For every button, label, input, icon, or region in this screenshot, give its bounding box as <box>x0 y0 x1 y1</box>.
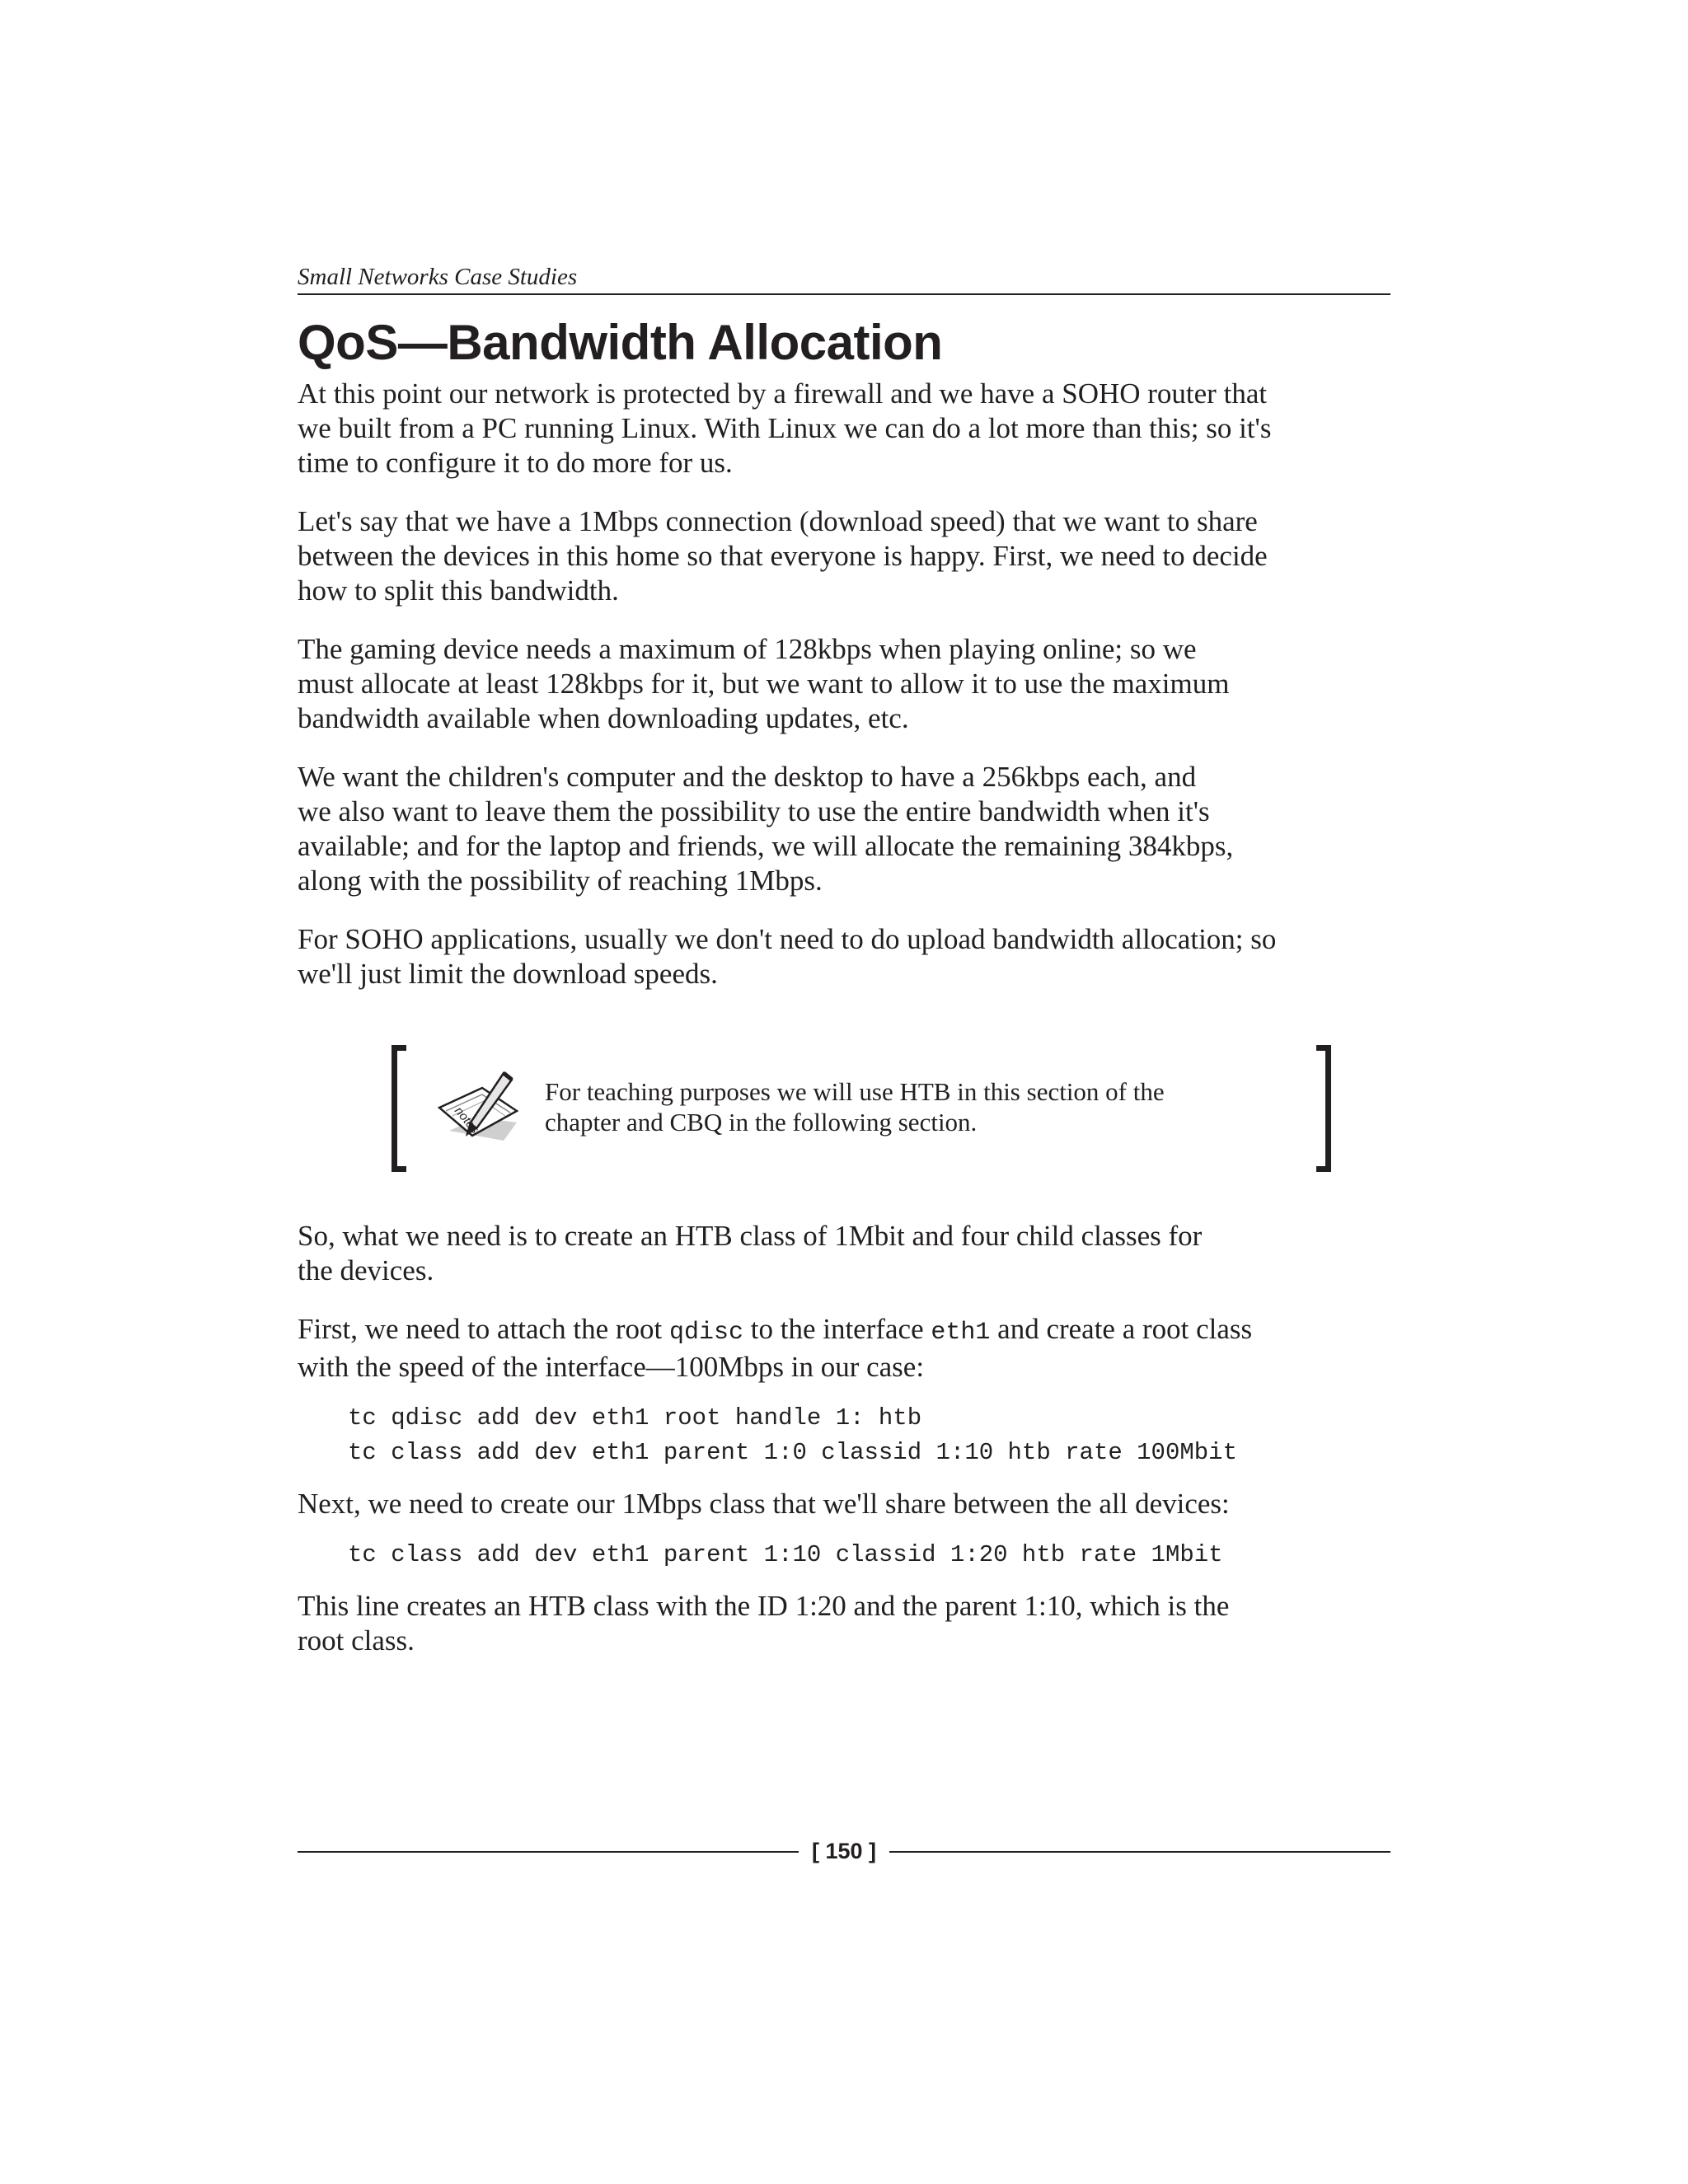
running-head: Small Networks Case Studies <box>298 264 578 290</box>
paragraph-3: The gaming device needs a maximum of 128kbps when playing online; so we must allocate at least 128kbps for it, but we want to allow it to use the maximum bandwidth available when downloading updates, etc. <box>298 633 1230 734</box>
paragraph-7: First, we need to attach the root qdisc to the interface eth1 and create a root class with the speed of the interface—100Mbps in our case: <box>298 1313 1253 1383</box>
svg-text:notes: notes <box>451 1104 482 1137</box>
body-text-bottom <box>298 1219 1402 1658</box>
paragraph-6: So, what we need is to create an HTB class of 1Mbit and four child classes for the devices. <box>298 1220 1203 1286</box>
inline-code-qdisc: qdisc <box>668 1319 743 1347</box>
code-block-2: tc class add dev eth1 parent 1:10 classid 1:20 htb rate 1Mbit <box>348 1541 1223 1568</box>
page-number: [ 150 ] <box>811 1839 877 1863</box>
paragraph-4: We want the children's computer and the desktop to have a 256kbps each, and we also want to leave them the possibility to use the entire bandwidth when it's available; and for the laptop and friends, we will allocate the remaining 384kbps, along with the possibility of reaching 1Mbps. <box>298 761 1234 897</box>
body-text-top <box>298 377 1402 991</box>
paragraph-1: At this point our network is protected by a firewall and we have a SOHO router that we built from a PC running Linux. With Linux we can do a lot more than this; so it's time to configure it to do more for us. <box>298 377 1272 479</box>
inline-code-eth1: eth1 <box>931 1319 991 1347</box>
paragraph-9: This line creates an HTB class with the ID 1:20 and the parent 1:10, which is the root class. <box>298 1590 1230 1657</box>
note-bracket-left <box>392 1045 406 1172</box>
section-title: QoS—Bandwidth Allocation <box>298 315 943 370</box>
paragraph-2: Let's say that we have a 1Mbps connection (download speed) that we want to share between the devices in this home so that everyone is happy. First, we need to decide how to split this bandwidth. <box>298 505 1268 607</box>
paragraph-8: Next, we need to create our 1Mbps class that we'll share between the all devices: <box>298 1488 1230 1520</box>
page-footer <box>298 1835 1390 1868</box>
footer-rule-right <box>889 1851 1390 1853</box>
code-block-1: tc qdisc add dev eth1 root handle 1: htb tc class add dev eth1 parent 1:0 classid 1:10 htb rate 100Mbit <box>348 1404 1237 1466</box>
note-bracket-right <box>1316 1045 1331 1172</box>
book-page <box>298 0 1390 2184</box>
header-rule <box>298 293 1390 295</box>
paragraph-5: For SOHO applications, usually we don't need to do upload bandwidth allocation; so we'll just limit the download speeds. <box>298 923 1277 990</box>
note-box <box>392 1045 1331 1177</box>
note-text: For teaching purposes we will use HTB in this section of the chapter and CBQ in the following section. <box>545 1077 1165 1137</box>
notes-icon <box>431 1070 528 1149</box>
